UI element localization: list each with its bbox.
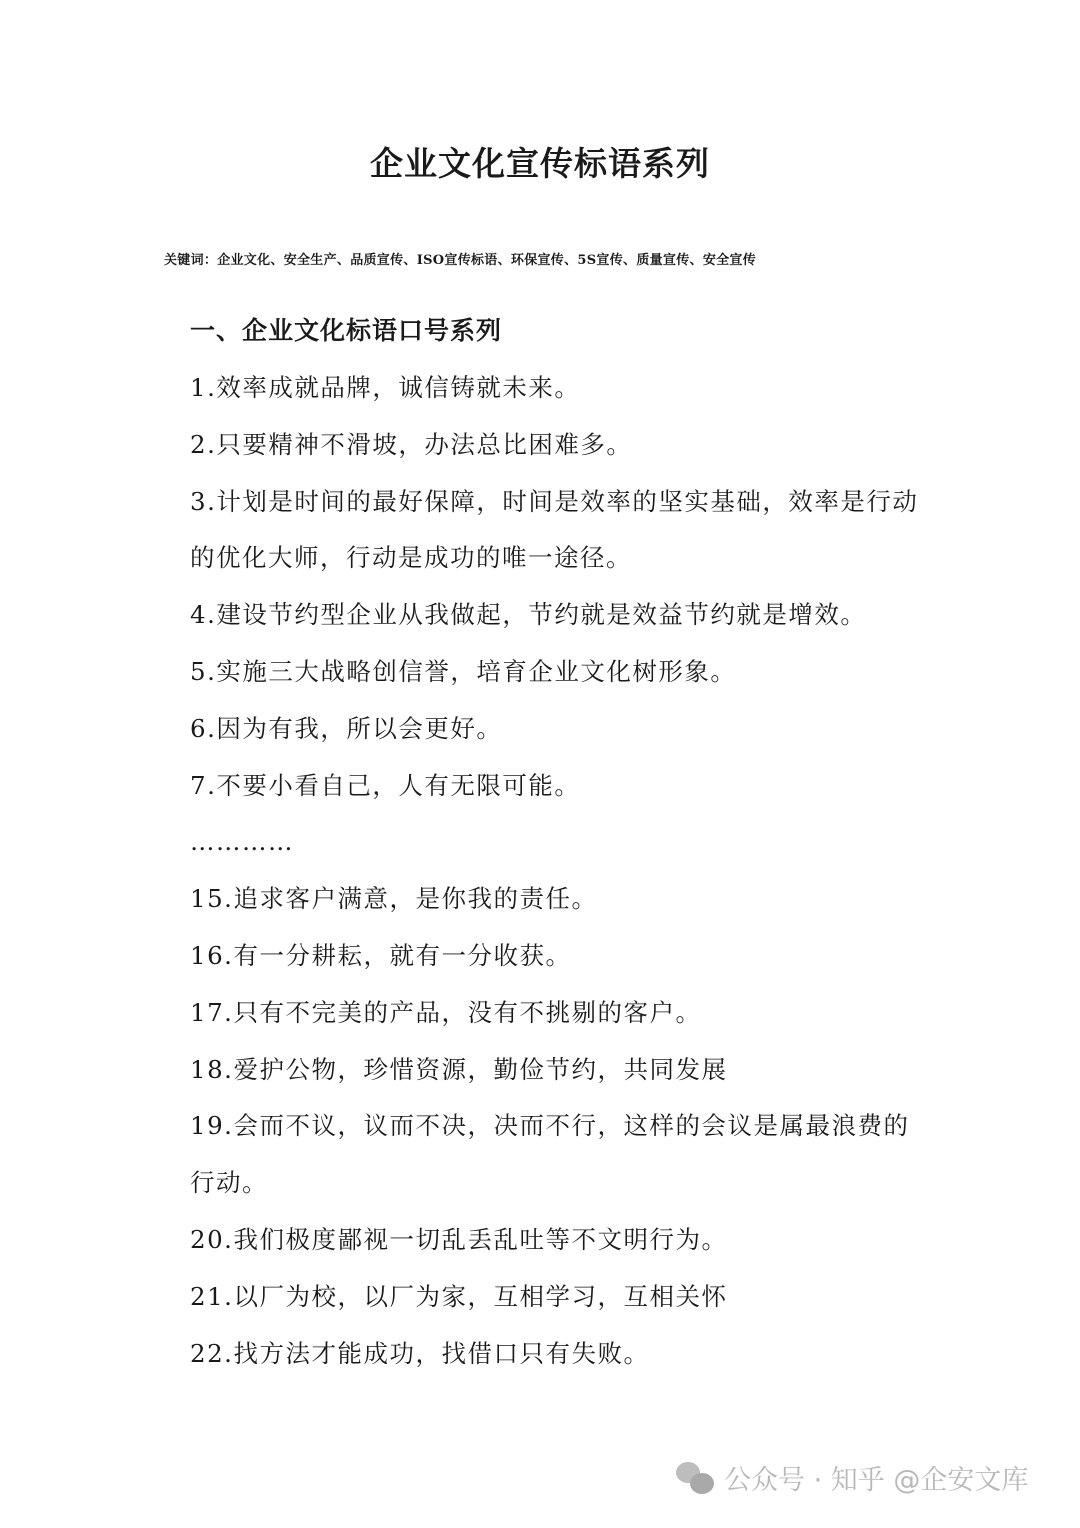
list-item: 5.实施三大战略创信誉，培育企业文化树形象。 (190, 656, 737, 686)
list-item: 4.建设节约型企业从我做起，节约就是效益节约就是增效。 (190, 600, 867, 630)
keywords-line: 关键词：企业文化、安全生产、品质宣传、ISO宣传标语、环保宣传、5S宣传、质量宣传、安全宣传 (164, 253, 757, 268)
watermark (676, 1458, 1028, 1497)
list-item: 16.有一分耕耘，就有一分收获。 (190, 940, 572, 970)
list-item: 3.计划是时间的最好保障，时间是效率的坚实基础，效率是行动的优化大师，行动是成功的唯一途径。 (190, 486, 919, 573)
watermark-text: 公众号 · 知乎 @企安文库 (724, 1465, 1029, 1496)
list-item: 18.爱护公物，珍惜资源，勤俭节约，共同发展 (190, 1054, 728, 1084)
wechat-icon (676, 1462, 714, 1494)
list-item: 1.效率成就品牌，诚信铸就未来。 (190, 373, 581, 402)
list-item: 15.追求客户满意，是你我的责任。 (190, 884, 598, 914)
section-heading: 一、企业文化标语口号系列 (190, 316, 503, 345)
list-item: 20.我们极度鄙视一切乱丢乱吐等不文明行为。 (190, 1224, 728, 1254)
list-item: 17.只有不完美的产品，没有不挑剔的客户。 (190, 997, 702, 1027)
document-title: 企业文化宣传标语系列 (370, 144, 710, 183)
list-item: 2.只要精神不滑坡，办法总比困难多。 (190, 429, 633, 459)
list-item: 22.找方法才能成功，找借口只有失败。 (190, 1338, 650, 1368)
list-item: 6.因为有我，所以会更好。 (190, 713, 503, 743)
slogan-list (190, 360, 920, 1382)
ellipsis: ………… (190, 827, 294, 857)
list-item: 21.以厂为校，以厂为家，互相学习，互相关怀 (190, 1281, 728, 1311)
list-item: 19.会而不议，议而不决，决而不行，这样的会议是属最浪费的行动。 (190, 1111, 910, 1198)
list-item: 7.不要小看自己，人有无限可能。 (190, 770, 581, 800)
